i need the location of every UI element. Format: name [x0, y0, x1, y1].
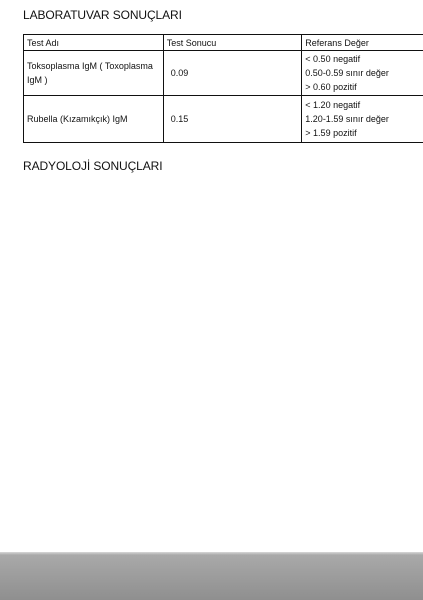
radiology-results-title: RADYOLOJİ SONUÇLARI: [23, 159, 163, 173]
reference-borderline: 1.20-1.59 sınır değer: [305, 114, 389, 124]
header-test-result: Test Sonucu: [163, 35, 302, 51]
reference-positive: > 1.59 pozitif: [305, 128, 357, 138]
test-result-cell: [163, 96, 302, 143]
reference-negative: < 0.50 negatif: [305, 54, 361, 64]
header-reference-value: Referans Değer: [302, 35, 423, 51]
lab-results-table: [23, 34, 423, 143]
table-row: [24, 96, 423, 143]
test-result-cell: [163, 51, 302, 96]
test-name-cell: Toksoplasma IgM ( Toxoplasma IgM ): [24, 51, 164, 96]
test-result-value: 0.09: [170, 68, 189, 78]
test-name-cell: Rubella (Kızamıkçık) IgM: [24, 96, 164, 143]
reference-borderline: 0.50-0.59 sınır değer: [305, 68, 389, 78]
reference-negative: < 1.20 negatif: [305, 100, 361, 110]
table-row: [24, 51, 423, 96]
header-test-name: Test Adı: [24, 35, 164, 51]
test-result-value: 0.15: [170, 114, 189, 124]
table-header-row: [24, 35, 423, 51]
reference-positive: > 0.60 pozitif: [305, 82, 357, 92]
lab-results-title: LABORATUVAR SONUÇLARI: [23, 8, 182, 22]
reference-cell: [302, 51, 423, 96]
reference-cell: [302, 96, 423, 143]
viewer-bottom-area: [0, 552, 423, 600]
